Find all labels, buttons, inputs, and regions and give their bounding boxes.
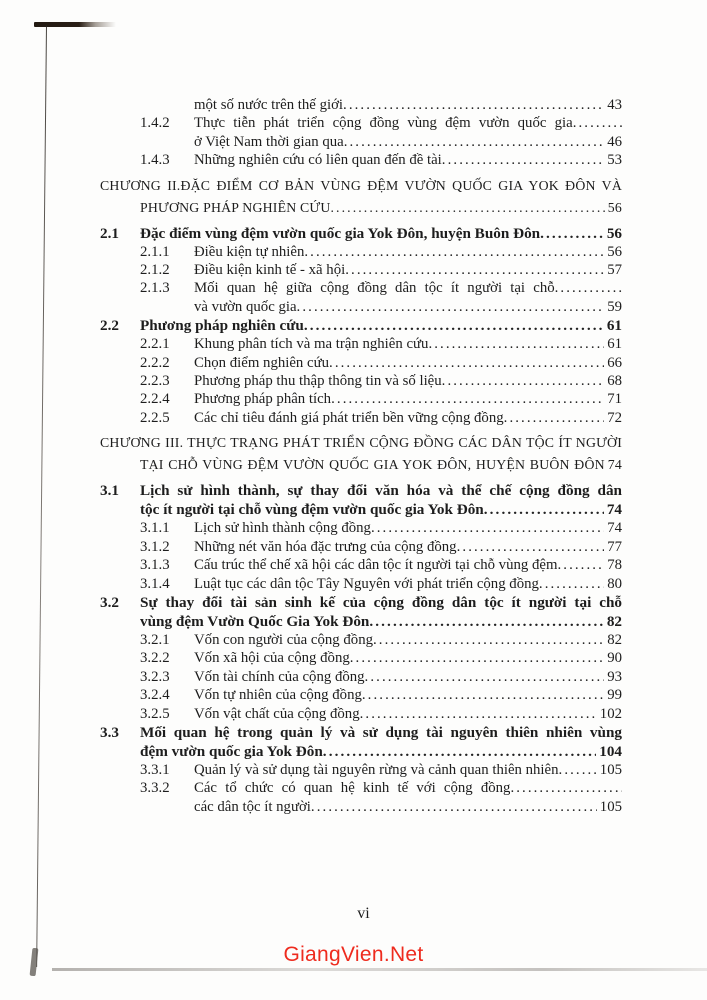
toc-entry-page: 59 <box>607 298 622 315</box>
toc-row <box>100 432 622 454</box>
toc-entry-number: 3.2.2 <box>140 650 170 667</box>
toc-row <box>100 151 622 169</box>
toc-entry-page: 61 <box>606 317 622 335</box>
toc-row <box>100 316 622 335</box>
toc-row <box>100 612 622 631</box>
toc-row <box>100 649 622 667</box>
toc-row <box>100 133 622 151</box>
toc-entry-page: 93 <box>607 668 622 685</box>
toc-entry-page: 61 <box>607 336 622 353</box>
toc-entry-title: Mối quan hệ trong quản lý và sử dụng tài nguyên thiên nhiên vùng <box>140 723 622 741</box>
toc-entry-number: 3.3.1 <box>140 761 170 778</box>
toc-row <box>100 409 622 427</box>
toc-row <box>100 243 622 261</box>
toc-entry-page: 90 <box>607 650 622 667</box>
toc-entry-title: Thực tiễn phát triển cộng đồng vùng đệm vườn quốc gia <box>194 115 573 132</box>
toc-entry-title: Điều kiện kinh tế - xã hội <box>194 262 346 279</box>
toc-entry-number: 2.2.3 <box>140 373 170 390</box>
toc-entry-title: Đặc điểm vùng đệm vườn quốc gia Yok Đôn, huyện Buôn Đôn <box>140 224 541 242</box>
toc-row <box>100 686 622 704</box>
toc-entry-number: 2.2.2 <box>140 354 170 371</box>
dot-leader <box>573 114 622 132</box>
dot-leader <box>323 742 596 761</box>
toc-entry-page: 77 <box>607 538 622 555</box>
toc-entry-title: Các tổ chức có quan hệ kinh tế với cộng đồng <box>194 780 511 797</box>
toc-row <box>100 798 622 816</box>
toc-row <box>100 390 622 408</box>
toc-entry-title: Phương pháp phân tích <box>194 391 332 408</box>
toc-row <box>100 261 622 279</box>
dot-leader <box>365 668 605 686</box>
toc-entry-number: 3.1 <box>100 482 119 500</box>
dot-leader <box>362 686 604 704</box>
dot-leader <box>297 298 605 316</box>
dot-leader <box>504 409 605 427</box>
toc-entry-page: 99 <box>607 687 622 704</box>
toc-entry-title: TẠI CHỖ VÙNG ĐỆM VƯỜN QUỐC GIA YOK ĐÔN, HUYỆN BUÔN ĐÔN <box>140 457 605 473</box>
toc-entry-page: 53 <box>607 152 622 169</box>
dot-leader <box>428 335 604 353</box>
toc-entry-title: Cấu trúc thể chế xã hội các dân tộc ít người tại chỗ vùng đệm <box>194 557 558 574</box>
toc-row <box>100 481 622 500</box>
toc-entry-page: 80 <box>607 575 622 592</box>
toc-entry-page: 74 <box>606 501 622 519</box>
dot-leader <box>510 779 622 797</box>
dot-leader <box>311 798 597 816</box>
toc-row <box>100 335 622 353</box>
scan-spine-line <box>36 25 47 967</box>
dot-leader <box>555 279 622 297</box>
toc-row <box>100 668 622 686</box>
toc-entry-title: ở Việt Nam thời gian qua <box>194 133 344 150</box>
toc-row <box>100 779 622 797</box>
table-of-contents <box>100 96 622 816</box>
toc-entry-number: 2.2.4 <box>140 391 170 408</box>
toc-row <box>100 761 622 779</box>
toc-row <box>100 279 622 297</box>
dot-leader <box>343 96 604 114</box>
dot-leader <box>344 133 605 151</box>
toc-entry-title: Mối quan hệ giữa cộng đồng dân tộc ít người tại chỗ <box>194 280 555 297</box>
toc-entry-title: Lịch sử hình thành, sự thay đổi văn hóa và thể chế cộng đồng dân <box>140 482 622 500</box>
toc-row <box>100 298 622 316</box>
dot-leader <box>350 649 604 667</box>
toc-entry-page: 56 <box>607 199 622 215</box>
toc-row <box>100 723 622 742</box>
toc-entry-number: 1.4.3 <box>140 152 170 169</box>
scan-bottom-edge-shadow <box>52 968 707 971</box>
toc-entry-page: 102 <box>599 705 622 722</box>
toc-entry-page: 104 <box>599 742 622 760</box>
toc-entry-title: Luật tục các dân tộc Tây Nguyên với phát triển cộng đồng <box>194 575 539 592</box>
toc-entry-number: 3.2.3 <box>140 668 170 685</box>
dot-leader <box>539 575 604 593</box>
toc-entry-number: 2.1.1 <box>140 243 170 260</box>
dot-leader <box>329 354 604 372</box>
dot-leader <box>304 316 604 335</box>
toc-row <box>100 538 622 556</box>
toc-entry-page: 66 <box>607 354 622 371</box>
toc-row <box>100 742 622 761</box>
toc-row <box>100 372 622 390</box>
toc-entry-title: Những nghiên cứu có liên quan đến đề tài <box>194 152 442 169</box>
toc-entry-number: 3.2.5 <box>140 705 170 722</box>
toc-row <box>100 556 622 574</box>
dot-leader <box>557 556 604 574</box>
toc-row <box>100 454 622 476</box>
toc-entry-number: 3.1.4 <box>140 575 170 592</box>
toc-entry-page: 43 <box>607 97 622 113</box>
toc-entry-title: Lịch sử hình thành cộng đồng <box>194 520 371 537</box>
toc-entry-number: 2.1.3 <box>140 280 170 297</box>
toc-entry-number: 3.3.2 <box>140 780 170 797</box>
toc-entry-title: Phương pháp thu thập thông tin và số liệu <box>194 373 442 390</box>
toc-row <box>100 575 622 593</box>
dot-leader <box>442 372 605 390</box>
toc-entry-number: 3.3 <box>100 723 119 741</box>
toc-entry-number: 3.2 <box>100 593 119 611</box>
toc-entry-title: Vốn vật chất của cộng đồng <box>194 705 360 722</box>
toc-entry-number: 1.4.2 <box>140 115 170 132</box>
toc-entry-number: 2.2.1 <box>140 336 170 353</box>
toc-entry-title: Khung phân tích và ma trận nghiên cứu <box>194 336 429 353</box>
toc-entry-number: 3.2.1 <box>140 631 170 648</box>
toc-entry-number: 2.2.5 <box>140 409 170 426</box>
toc-entry-number: 2.1.2 <box>140 262 170 279</box>
toc-entry-number: 2.2 <box>100 317 119 335</box>
toc-entry-page: 105 <box>599 798 622 815</box>
toc-entry-page: 56 <box>606 224 622 242</box>
toc-entry-title: Chọn điểm nghiên cứu <box>194 354 330 371</box>
dot-leader <box>373 631 604 649</box>
toc-row <box>100 197 622 219</box>
dot-leader <box>360 705 597 723</box>
toc-entry-page: 105 <box>599 761 622 778</box>
toc-row <box>100 705 622 723</box>
toc-row <box>100 500 622 519</box>
toc-entry-number: 2.1 <box>100 224 119 242</box>
page-number: vi <box>357 905 370 922</box>
dot-leader <box>371 519 604 537</box>
toc-entry-page: 71 <box>607 391 622 408</box>
toc-row <box>100 354 622 372</box>
toc-entry-page: 74 <box>607 457 622 473</box>
toc-row <box>100 175 622 197</box>
toc-entry-page: 46 <box>607 133 622 150</box>
toc-row <box>100 114 622 132</box>
dot-leader <box>304 243 604 261</box>
toc-entry-page: 82 <box>607 631 622 648</box>
toc-entry-page: 56 <box>607 243 622 260</box>
dot-leader <box>484 500 604 519</box>
dot-leader <box>345 261 604 279</box>
toc-entry-title: CHƯƠNG II.ĐẶC ĐIỂM CƠ BẢN VÙNG ĐỆM VƯỜN QUỐC GIA YOK ĐÔN VÀ <box>100 177 622 193</box>
toc-entry-page: 74 <box>607 520 622 537</box>
toc-entry-title: Vốn tự nhiên của cộng đồng <box>194 687 362 704</box>
toc-entry-title: Điều kiện tự nhiên <box>194 243 305 260</box>
toc-entry-title: một số nước trên thế giới <box>194 97 344 113</box>
dot-leader <box>540 224 604 243</box>
toc-entry-title: Những nét văn hóa đặc trưng của cộng đồng <box>194 538 457 555</box>
toc-entry-title: PHƯƠNG PHÁP NGHIÊN CỨU <box>140 199 331 215</box>
toc-entry-title: vùng đệm Vườn Quốc Gia Yok Đôn <box>140 612 370 630</box>
toc-entry-page: 82 <box>606 612 622 630</box>
dot-leader <box>457 538 605 556</box>
dot-leader <box>331 390 604 408</box>
watermark-text: GiangVien.Net <box>283 943 424 966</box>
toc-row <box>100 631 622 649</box>
toc-row <box>100 593 622 612</box>
toc-entry-title: Các chỉ tiêu đánh giá phát triển bền vững cộng đồng <box>194 409 504 426</box>
toc-entry-page: 72 <box>607 409 622 426</box>
toc-entry-title: Vốn tài chính của cộng đồng <box>194 668 365 685</box>
toc-entry-title: Phương pháp nghiên cứu <box>140 317 304 335</box>
toc-entry-title: Vốn xã hội của cộng đồng <box>194 650 350 667</box>
toc-row <box>100 224 622 243</box>
dot-leader <box>369 612 603 631</box>
toc-entry-title: Vốn con người của cộng đồng <box>194 631 373 648</box>
toc-entry-page: 68 <box>607 373 622 390</box>
toc-entry-title: và vườn quốc gia <box>194 298 297 315</box>
dot-leader <box>331 197 605 219</box>
toc-entry-page: 57 <box>607 262 622 279</box>
toc-entry-title: Quản lý và sử dụng tài nguyên rừng và cảnh quan thiên nhiên <box>194 761 559 778</box>
dot-leader <box>442 151 604 169</box>
toc-entry-title: tộc ít người tại chỗ vùng đệm vườn quốc gia Yok Đôn <box>140 501 484 519</box>
toc-entry-number: 3.1.3 <box>140 557 170 574</box>
dot-leader <box>559 761 597 779</box>
toc-entry-title: đệm vườn quốc gia Yok Đôn <box>140 742 323 760</box>
toc-entry-title: Sự thay đổi tài sản sinh kế của cộng đồng dân tộc ít người tại chỗ <box>140 593 622 611</box>
toc-entry-number: 3.1.1 <box>140 520 170 537</box>
toc-entry-title: các dân tộc ít người <box>194 798 311 815</box>
toc-entry-page: 78 <box>607 557 622 574</box>
toc-row <box>100 519 622 537</box>
toc-entry-title: CHƯƠNG III. THỰC TRẠNG PHÁT TRIỂN CỘNG ĐỒNG CÁC DÂN TỘC ÍT NGƯỜI <box>100 435 622 451</box>
toc-entry-number: 3.2.4 <box>140 687 170 704</box>
toc-row <box>100 96 622 114</box>
toc-entry-number: 3.1.2 <box>140 538 170 555</box>
